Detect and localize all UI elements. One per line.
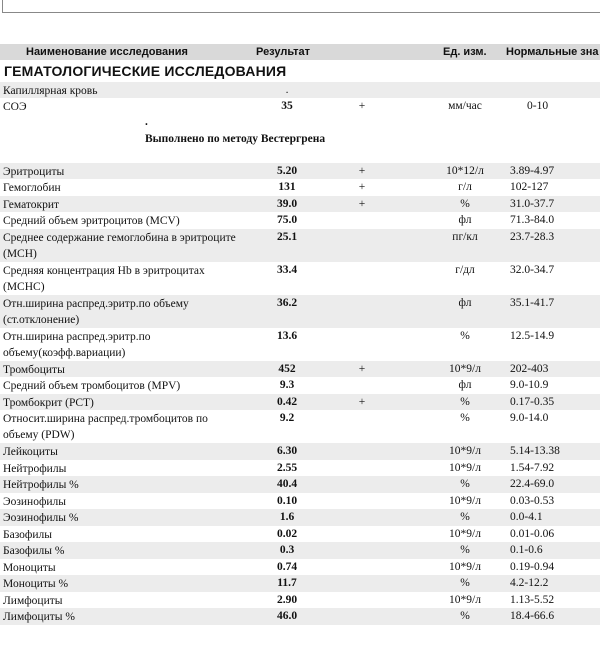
row-name: Тромбоциты <box>3 364 65 376</box>
row-result: 1.6 <box>279 511 295 523</box>
row-unit: 10*12/л <box>446 165 484 177</box>
row-name: Отн.ширина распред.эритр.по объему (ст.отклонение) <box>3 298 189 326</box>
table-row <box>0 394 600 410</box>
table-header <box>0 44 600 60</box>
row-unit: % <box>460 511 470 523</box>
row-unit: % <box>460 396 470 408</box>
row-unit: % <box>460 330 470 342</box>
row-unit: фл <box>458 214 472 226</box>
table-row <box>0 295 600 328</box>
table-row <box>0 328 600 361</box>
table-row <box>0 559 600 575</box>
soe-row <box>0 98 600 114</box>
row-norm: 1.54-7.92 <box>510 462 555 474</box>
row-name: Эозинофилы % <box>3 512 79 524</box>
row-norm: 9.0-14.0 <box>510 412 549 424</box>
table-row <box>0 262 600 295</box>
row-result: 0.3 <box>279 544 295 556</box>
row-result: 33.4 <box>276 264 298 276</box>
method-note: Выполнено по методу Вестергрена <box>145 133 326 145</box>
table-row <box>0 410 600 443</box>
row-name: Моноциты <box>3 562 56 574</box>
row-name: Средний объем тромбоцитов (MPV) <box>3 380 181 392</box>
row-result: 0.10 <box>276 495 298 507</box>
row-unit: г/л <box>458 181 472 193</box>
row-result: 36.2 <box>276 297 298 309</box>
row-result: 5.20 <box>276 165 298 177</box>
row-name: Базофилы % <box>3 545 65 557</box>
table-row <box>0 443 600 460</box>
row-norm: 32.0-34.7 <box>510 264 555 276</box>
row-result: 0.02 <box>276 528 298 540</box>
row-name: Нейтрофилы <box>3 463 67 475</box>
table-row <box>0 608 600 625</box>
row-name: Гематокрит <box>3 199 60 211</box>
row-unit: 10*9/л <box>449 594 481 606</box>
row-flag: + <box>358 363 366 375</box>
row-name: Среднее содержание гемоглобина в эритроците (MCH) <box>3 232 236 260</box>
row-name: Относит.ширина распред.тромбоцитов по объему (PDW) <box>3 413 208 441</box>
row-flag: + <box>358 198 366 210</box>
row-name: Тромбокрит (PCT) <box>3 397 94 409</box>
row-norm: 3.89-4.97 <box>510 165 555 177</box>
row-unit: 10*9/л <box>449 561 481 573</box>
table-row <box>0 575 600 592</box>
row-result: 9.2 <box>279 412 295 424</box>
row-name: Эозинофилы <box>3 496 67 508</box>
header-name: Наименование исследования <box>26 46 188 58</box>
sample-row <box>0 82 600 98</box>
row-result: 40.4 <box>276 478 298 490</box>
row-unit: % <box>460 610 470 622</box>
row-unit: 10*9/л <box>449 445 481 457</box>
row-unit: фл <box>458 297 472 309</box>
table-row <box>0 476 600 493</box>
row-flag: + <box>358 100 366 112</box>
row-result: 13.6 <box>276 330 298 342</box>
row-norm: 12.5-14.9 <box>510 330 555 342</box>
table-row <box>0 526 600 542</box>
row-unit: мм/час <box>448 100 482 112</box>
row-result: 6.30 <box>276 445 298 457</box>
row-result: 75.0 <box>276 214 298 226</box>
table-row <box>0 163 600 179</box>
table-row <box>0 212 600 229</box>
row-unit: % <box>460 577 470 589</box>
row-result: 11.7 <box>277 577 297 589</box>
row-name: Моноциты % <box>3 578 69 590</box>
row-name: Лейкоциты <box>3 446 58 458</box>
row-result: 0.42 <box>276 396 298 408</box>
row-result: 39.0 <box>276 198 298 210</box>
row-unit: фл <box>458 379 472 391</box>
row-norm: 22.4-69.0 <box>510 478 555 490</box>
row-norm: 31.0-37.7 <box>510 198 555 210</box>
row-norm: 18.4-66.6 <box>510 610 555 622</box>
row-result: 35 <box>281 100 293 112</box>
row-unit: % <box>460 544 470 556</box>
row-unit: % <box>460 412 470 424</box>
row-unit: г/дл <box>455 264 475 276</box>
sample-label: Капиллярная кровь <box>3 85 98 97</box>
row-result: 0.74 <box>276 561 298 573</box>
row-norm: 9.0-10.9 <box>510 379 549 391</box>
table-row <box>0 542 600 559</box>
row-norm: 0.03-0.53 <box>510 495 555 507</box>
row-unit: 10*9/л <box>449 528 481 540</box>
table-row <box>0 361 600 377</box>
row-name: Базофилы <box>3 529 53 541</box>
row-norm: 0.1-0.6 <box>510 544 543 556</box>
table-row <box>0 179 600 195</box>
header-result: Результат <box>256 46 311 58</box>
row-norm: 5.14-13.38 <box>510 445 560 457</box>
sample-value: . <box>285 84 289 96</box>
row-name: Гемоглобин <box>3 182 61 194</box>
row-result: 452 <box>278 363 296 375</box>
row-unit: пг/кл <box>452 231 478 243</box>
method-dot: . <box>145 116 148 128</box>
row-result: 2.55 <box>276 462 298 474</box>
table-row <box>0 196 600 212</box>
row-unit: % <box>460 478 470 490</box>
row-unit: 10*9/л <box>449 363 481 375</box>
row-result: 25.1 <box>276 231 298 243</box>
row-norm: 23.7-28.3 <box>510 231 555 243</box>
row-flag: + <box>358 396 366 408</box>
row-norm: 0.17-0.35 <box>510 396 555 408</box>
table-row <box>0 493 600 509</box>
row-flag: + <box>358 165 366 177</box>
patient-info-box <box>2 0 600 13</box>
row-result: 9.3 <box>279 379 295 391</box>
row-unit: 10*9/л <box>449 495 481 507</box>
header-unit: Ед. изм. <box>443 46 487 58</box>
row-norm: 0-10 <box>527 100 549 112</box>
row-name: Нейтрофилы % <box>3 479 79 491</box>
row-unit: % <box>460 198 470 210</box>
table-row <box>0 377 600 394</box>
row-result: 131 <box>278 181 296 193</box>
row-name: Средняя концентрация Hb в эритроцитах (MCHC) <box>3 265 205 293</box>
row-flag: + <box>358 181 366 193</box>
row-norm: 4.2-12.2 <box>510 577 549 589</box>
row-norm: 102-127 <box>510 181 549 193</box>
table-row <box>0 592 600 608</box>
row-norm: 71.3-84.0 <box>510 214 555 226</box>
section-title: ГЕМАТОЛОГИЧЕСКИЕ ИССЛЕДОВАНИЯ <box>4 63 287 79</box>
header-norm: Нормальные зна <box>506 46 599 58</box>
table-row <box>0 229 600 262</box>
row-norm: 1.13-5.52 <box>510 594 555 606</box>
row-result: 46.0 <box>276 610 298 622</box>
row-name: Отн.ширина распред.эритр.по объему(коэфф.вариации) <box>3 331 151 359</box>
row-unit: 10*9/л <box>449 462 481 474</box>
row-result: 2.90 <box>276 594 298 606</box>
row-name: СОЭ <box>3 101 27 113</box>
row-norm: 0.01-0.06 <box>510 528 555 540</box>
row-norm: 0.19-0.94 <box>510 561 555 573</box>
row-name: Лимфоциты % <box>3 611 75 623</box>
table-row <box>0 460 600 476</box>
table-row <box>0 509 600 526</box>
row-norm: 202-403 <box>510 363 549 375</box>
row-name: Лимфоциты <box>3 595 63 607</box>
row-name: Эритроциты <box>3 166 65 178</box>
row-name: Средний объем эритроцитов (MCV) <box>3 215 180 227</box>
row-norm: 35.1-41.7 <box>510 297 555 309</box>
row-norm: 0.0-4.1 <box>510 511 543 523</box>
